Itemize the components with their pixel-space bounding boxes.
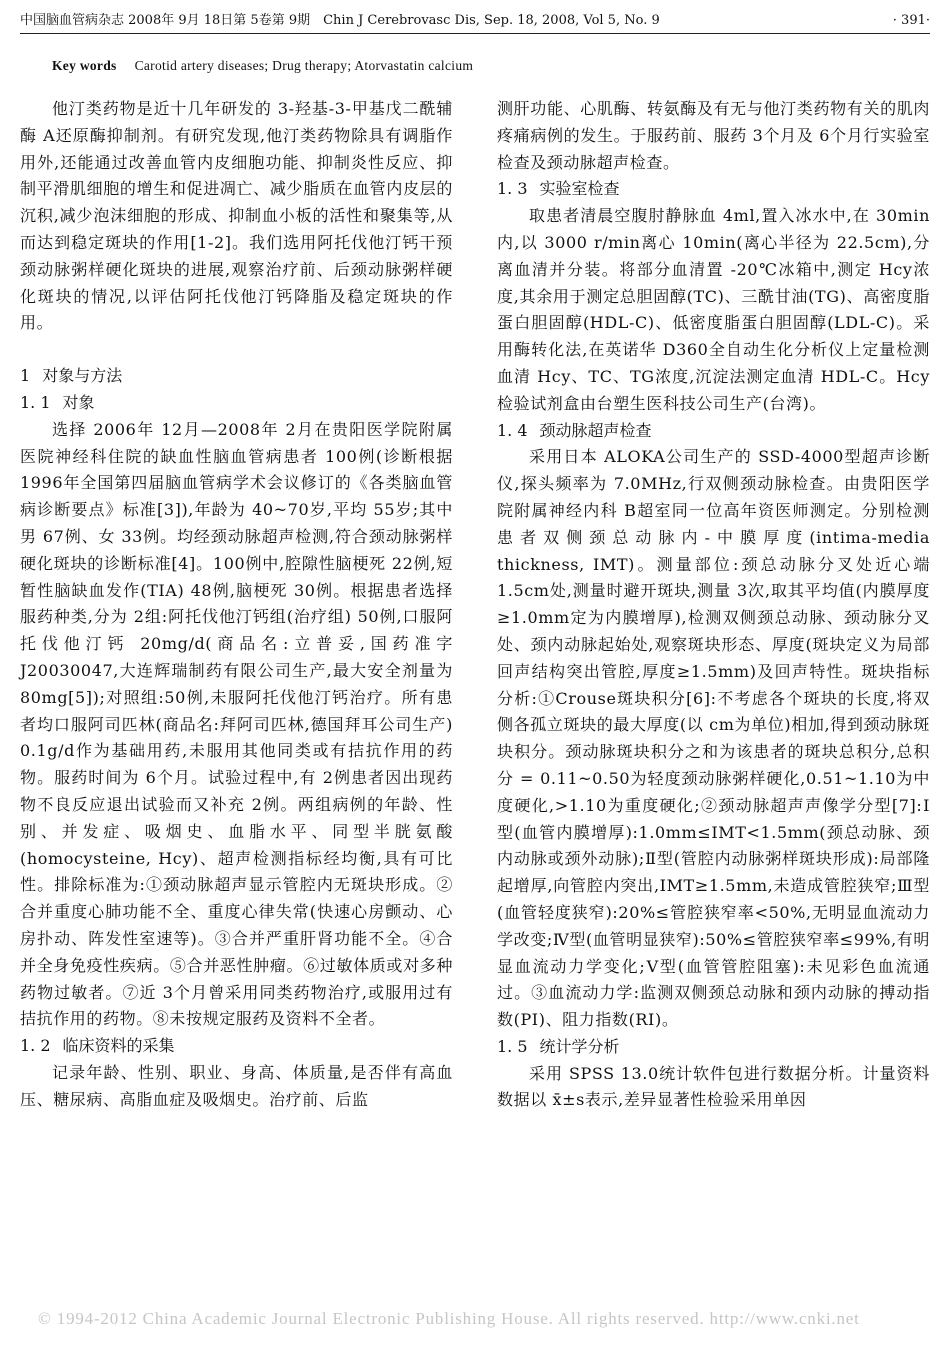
keywords-text: Carotid artery diseases; Drug therapy; Atorvastatin calcium <box>134 58 474 73</box>
continued-paragraph: 测肝功能、心肌酶、转氨酶及有无与他汀类药物有关的肌肉疼痛病例的发生。于服药前、服药 3个月及 6个月行实验室检查及颈动脉超声检查。 <box>497 99 930 172</box>
section-1-3-paragraph: 取患者清晨空腹肘静脉血 4ml,置入冰水中,在 30min内,以 3000 r/min离心 10min(离心半径为 22.5cm),分离血清并分装。将部分血清置 -20℃冰箱中,测定 Hcy浓度,其余用于测定总胆固醇(TC)、三酰甘油(TG)、高密度脂蛋白胆固醇(HDL-C)、低密度脂蛋白胆固醇(LDL-C)。采用酶转化法,在英诺华 D360全自动生化分析仪上定量检测血清 Hcy、TC、TG浓度,沉淀法测定血清 HDL-C。Hcy检验试剂盒由台塑生医科技公司生产(台湾)。 <box>497 206 930 413</box>
section-1-1-paragraph: 选择 2006年 12月—2008年 2月在贵阳医学院附属医院神经科住院的缺血性脑血管病患者 100例(诊断根据 1996年全国第四届脑血管病学术会议修订的《各类脑血管病诊断要点》标准[3]),年龄为 40~70岁,平均 55岁;其中男 67例、女 33例。均经颈动脉超声检测,符合颈动脉粥样硬化斑块的诊断标准[4]。100例中,腔隙性脑梗死 22例,短暂性脑缺血发作(TIA) 48例,脑梗死 30例。根据患者选择服药种类,分为 2组:阿托伐他汀钙组(治疗组) 50例,口服阿托伐他汀钙 20mg/d(商品名:立普妥,国药准字 J20030047,大连辉瑞制药有限公司生产,最大安全剂量为 80mg[5]);对照组:50例,未服阿托伐他汀钙治疗。所有患者均口服阿司匹林(商品名:拜阿司匹林,德国拜耳公司生产) 0.1g/d作为基础用药,未服用其他同类或有拮抗作用的药物。服药时间为 6个月。试验过程中,有 2例患者因出现药物不良反应退出试验而又补充 2例。两组病例的年龄、性别、并发症、吸烟史、血脂水平、同型半胱氨酸(homocysteine, Hcy)、超声检测指标经均衡,具有可比性。排除标准为:①颈动脉超声显示管腔内无斑块形成。②合并重度心肺功能不全、重度心律失常(快速心房颤动、心房扑动、阵发性室速等)。③合并严重肝肾功能不全。④合并全身免疫性疾病。⑤合并恶性肿瘤。⑥过敏体质或对多种药物过敏者。⑦近 3个月曾采用同类药物治疗,或服用过有拮抗作用的药物。⑧未按规定服药及资料不全者。 <box>20 419 453 1029</box>
section-1-5-paragraph: 采用 SPSS 13.0统计软件包进行数据分析。计量资料数据以 x̄±s表示,差异显著性检验采用单因 <box>497 1063 930 1110</box>
keywords-label: Key words <box>52 58 117 73</box>
section-1-2-heading <box>20 1033 453 1060</box>
left-column <box>20 96 453 1114</box>
section-1-5-heading <box>497 1034 930 1061</box>
copyright-watermark: © 1994-2012 China Academic Journal Electronic Publishing House. All rights reserved. http://www.cnki.net <box>38 1309 860 1328</box>
section-1-3-title: 实验室检查 <box>539 179 620 199</box>
section-1-5-number: 1. 5 <box>497 1036 528 1056</box>
body-columns <box>20 96 930 1114</box>
section-1-2-title: 临床资料的采集 <box>62 1036 175 1056</box>
header-citation: 中国脑血管病杂志 2008年 9月 18日第 5卷第 9期 Chin J Cerebrovasc Dis, Sep. 18, 2008, Vol 5, No. 9 <box>20 13 660 28</box>
right-column <box>497 96 930 1114</box>
running-header <box>20 12 930 34</box>
section-1-2-paragraph: 记录年龄、性别、职业、身高、体质量,是否伴有高血压、糖尿病、高脂血症及吸烟史。治疗前、后监 <box>20 1062 453 1109</box>
section-1-4-number: 1. 4 <box>497 420 528 440</box>
page-number: · 391· <box>892 13 930 28</box>
section-1-title: 对象与方法 <box>42 366 123 386</box>
section-1-4-title: 颈动脉超声检查 <box>539 420 652 440</box>
intro-paragraph: 他汀类药物是近十几年研发的 3-羟基-3-甲基戊二酰辅酶 A还原酶抑制剂。有研究发现,他汀类药物除具有调脂作用外,还能通过改善血管内皮细胞功能、抑制炎性反应、抑制平滑肌细胞的增生和促进凋亡、减少脂质在血管内皮层的沉积,减少泡沫细胞的形成、抑制血小板的活性和聚集等,从而达到稳定斑块的作用[1-2]。我们选用阿托伐他汀钙干预颈动脉粥样硬化斑块的进展,观察治疗前、后颈动脉粥样硬化斑块的情况,以评估阿托伐他汀钙降脂及稳定斑块的作用。 <box>20 99 453 333</box>
keywords-line <box>52 58 930 74</box>
section-1-3-heading <box>497 176 930 203</box>
section-1-4-heading <box>497 418 930 445</box>
section-1-1-heading <box>20 390 453 417</box>
section-1-1-number: 1. 1 <box>20 392 51 412</box>
section-1-2-number: 1. 2 <box>20 1036 51 1056</box>
section-1-3-number: 1. 3 <box>497 179 528 199</box>
section-1-1-title: 对象 <box>62 392 95 412</box>
section-1-number: 1 <box>20 366 31 386</box>
section-1-4-paragraph: 采用日本 ALOKA公司生产的 SSD-4000型超声诊断仪,探头频率为 7.0MHz,行双侧颈动脉检查。由贵阳医学院附属神经内科 B超室同一位高年资医师测定。分别检测患者双侧颈总动脉内-中膜厚度(intima-media thickness, IMT)。测量部位:颈总动脉分叉处近心端 1.5cm处,测量时避开斑块,测量 3次,取其平均值(内膜厚度≥1.0mm定为内膜增厚),检测双侧颈总动脉、颈动脉分叉处、颈内动脉起始处,观察斑块形态、厚度(斑块定义为局部回声结构突出管腔,厚度≥1.5mm)及回声特性。斑块指标分析:①Crouse斑块积分[6]:不考虑各个斑块的长度,将双侧各孤立斑块的最大厚度(以 cm为单位)相加,得到颈动脉斑块积分。颈动脉斑块积分之和为该患者的斑块总积分,总积分 = 0.11~0.50为轻度颈动脉粥样硬化,0.51~1.10为中度硬化,>1.10为重度硬化;②颈动脉超声声像学分型[7]:Ⅰ型(血管内膜增厚):1.0mm≤IMT<1.5mm(颈总动脉、颈内动脉或颈外动脉);Ⅱ型(管腔内动脉粥样斑块形成):局部隆起增厚,向管腔内突出,IMT≥1.5mm,未造成管腔狭窄;Ⅲ型(血管轻度狭窄):20%≤管腔狭窄率<50%,无明显血流动力学改变;Ⅳ型(血管明显狭窄):50%≤管腔狭窄率≤99%,有明显血流动力学变化;Ⅴ型(血管管腔阻塞):未见彩色血流通过。③血流动力学:监测双侧颈总动脉和颈内动脉的搏动指数(PI)、阻力指数(RI)。 <box>497 447 930 1030</box>
section-1-heading <box>20 363 453 390</box>
section-1-5-title: 统计学分析 <box>539 1036 620 1056</box>
